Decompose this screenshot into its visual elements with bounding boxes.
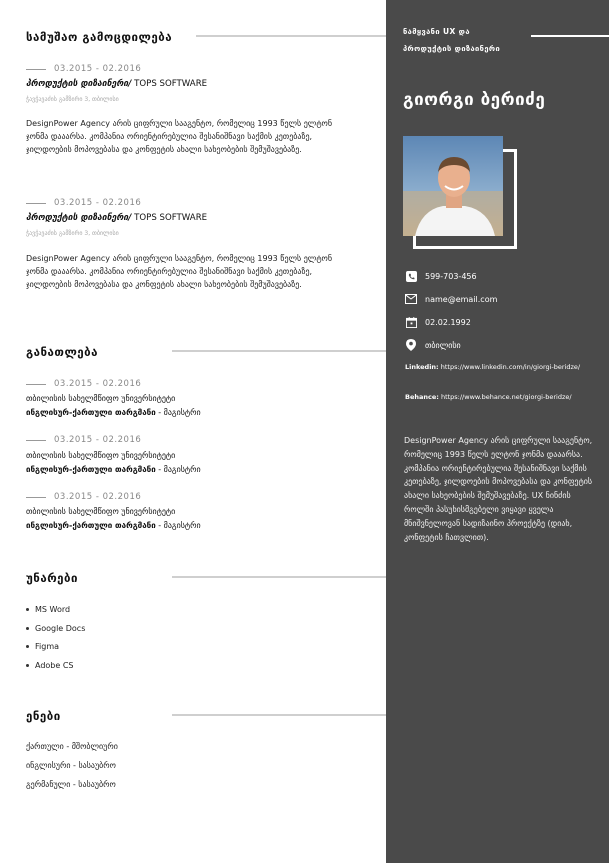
- edu-2-date: 03.2015 - 02.2016: [54, 435, 142, 445]
- edu-1-date: 03.2015 - 02.2016: [54, 379, 142, 389]
- linkedin-row: [405, 363, 580, 371]
- skill-label: Figma: [35, 642, 60, 651]
- birthdate: 02.02.1992: [425, 317, 471, 327]
- education-divider: [172, 350, 386, 352]
- edu-3-school: თბილისის სახელმწიფო უნივერსიტეტი: [26, 507, 176, 516]
- edu-2-school: თბილისის სახელმწიფო უნივერსიტეტი: [26, 451, 176, 460]
- job-1-company: TOPS SOFTWARE: [134, 79, 208, 89]
- edu-2-program: ინგლისურ-ქართული თარგმანი: [26, 465, 156, 474]
- language-item: ქართული - მშობლიური: [26, 742, 118, 751]
- location-row: [405, 339, 461, 351]
- behance-row: [405, 393, 572, 401]
- about-text: DesignPower Agency არის ციფრული სააგენტო, რომელიც 1993 წელს ელტონ ჯონმა დააარსა. კომპანია ორიენტირებულია შესანიშნავი საქმის კეთებაზე, ჯილდოების მოპოვებასა და კონფეტის ახალი სახეობების შემუშავებაზე. UX ნინძის როლში პასუხისმგებელი ვიყავი ყველა მნიშვნელოვან სადიზაინო პროექტზე (დიახ, კონფეტის ჩათვლით).: [404, 436, 593, 542]
- linkedin-label: Linkedin:: [405, 363, 439, 371]
- skill-label: MS Word: [35, 605, 71, 614]
- job-headline-line2: პროდუქტის დიზაინერი: [403, 44, 501, 53]
- envelope-icon: [405, 293, 417, 305]
- job-headline: [403, 23, 500, 57]
- date-dash: [26, 69, 46, 70]
- phone-number: 599-703-456: [425, 271, 477, 281]
- person-name: გიორგი ბერიძე: [403, 90, 546, 110]
- edu-3-program: ინგლისურ-ქართული თარგმანი: [26, 521, 156, 530]
- skill-item: [26, 642, 59, 651]
- map-pin-icon: [405, 339, 417, 351]
- experience-heading: სამუშაო გამოცდილება: [26, 30, 173, 44]
- edu-3-program-row: [26, 521, 201, 530]
- skill-label: Google Docs: [35, 624, 86, 633]
- edu-2-program-row: [26, 465, 201, 474]
- date-dash: [26, 384, 46, 385]
- date-dash: [26, 440, 46, 441]
- job-1-date-row: [26, 64, 141, 74]
- skills-divider: [172, 576, 386, 578]
- job-1-title: [26, 79, 207, 89]
- education-heading: განათლება: [26, 345, 99, 359]
- skill-item: [26, 661, 74, 670]
- skill-item: [26, 624, 85, 633]
- language-item: გერმანული - სასაუბრო: [26, 780, 116, 789]
- edu-3-date: 03.2015 - 02.2016: [54, 492, 142, 502]
- bullet-icon: [26, 627, 29, 630]
- job-2-title: [26, 213, 207, 223]
- edu-2-degree: - მაგისტრი: [155, 465, 201, 474]
- person-portrait-image: [403, 136, 503, 236]
- birthdate-row: [405, 316, 471, 328]
- job-1-role: პროდუქტის დიზაინერი/: [26, 79, 132, 89]
- job-2-location: ჭავჭავაძის გამზირი 3, თბილისი: [26, 230, 119, 237]
- behance-link[interactable]: https://www.behance.net/giorgi-beridze/: [440, 393, 572, 401]
- bullet-icon: [26, 608, 29, 611]
- edu-2-date-row: [26, 435, 141, 445]
- job-2-description: DesignPower Agency არის ციფრული სააგენტო, რომელიც 1993 წელს ელტონ ჯონმა დააარსა. კომპანია ორიენტირებულია შესანიშნავი საქმის კეთებაზე, ჯილდოების მოპოვებასა და კონფეტის ახალი სახეობების შემუშავებაზე.: [26, 254, 333, 289]
- city: თბილისი: [425, 340, 461, 350]
- bullet-icon: [26, 664, 29, 667]
- job-2-date-row: [26, 198, 141, 208]
- job-2-role: პროდუქტის დიზაინერი/: [26, 213, 132, 223]
- experience-divider: [196, 35, 386, 37]
- edu-1-date-row: [26, 379, 141, 389]
- email-address: name@email.com: [425, 294, 498, 304]
- skill-item: [26, 605, 70, 614]
- linkedin-link[interactable]: https://www.linkedin.com/in/giorgi-beridze/: [440, 363, 581, 371]
- language-item: ინგლისური - სასაუბრო: [26, 761, 116, 770]
- job-1-date: 03.2015 - 02.2016: [54, 64, 142, 74]
- bullet-icon: [26, 645, 29, 648]
- skills-heading: უნარები: [26, 571, 79, 585]
- job-2-company: TOPS SOFTWARE: [134, 213, 208, 223]
- date-dash: [26, 497, 46, 498]
- edu-3-date-row: [26, 492, 141, 502]
- edu-1-program-row: [26, 408, 201, 417]
- headline-divider: [531, 35, 609, 37]
- job-1-location: ჭავჭავაძის გამზირი 3, თბილისი: [26, 96, 119, 103]
- phone-row: [405, 270, 477, 282]
- languages-divider: [172, 714, 386, 716]
- job-2-date: 03.2015 - 02.2016: [54, 198, 142, 208]
- skill-label: Adobe CS: [35, 661, 74, 670]
- edu-1-school: თბილისის სახელმწიფო უნივერსიტეტი: [26, 394, 176, 403]
- job-headline-line1: ნამყვანი UX და: [403, 27, 470, 36]
- edu-1-program: ინგლისურ-ქართული თარგმანი: [26, 408, 156, 417]
- edu-1-degree: - მაგისტრი: [155, 408, 201, 417]
- edu-3-degree: - მაგისტრი: [155, 521, 201, 530]
- job-1-description: DesignPower Agency არის ციფრული სააგენტო, რომელიც 1993 წელს ელტონ ჯონმა დააარსა. კომპანია ორიენტირებულია შესანიშნავი საქმის კეთებაზე, ჯილდოების მოპოვებასა და კონფეტის ახალი სახეობების შემუშავებაზე.: [26, 119, 333, 154]
- email-row: [405, 293, 497, 305]
- phone-icon: [405, 270, 417, 282]
- languages-heading: ენები: [26, 709, 61, 723]
- calendar-icon: [405, 316, 417, 328]
- profile-sidebar: [386, 0, 609, 863]
- date-dash: [26, 203, 46, 204]
- profile-photo: [403, 136, 503, 236]
- behance-label: Behance:: [405, 393, 439, 401]
